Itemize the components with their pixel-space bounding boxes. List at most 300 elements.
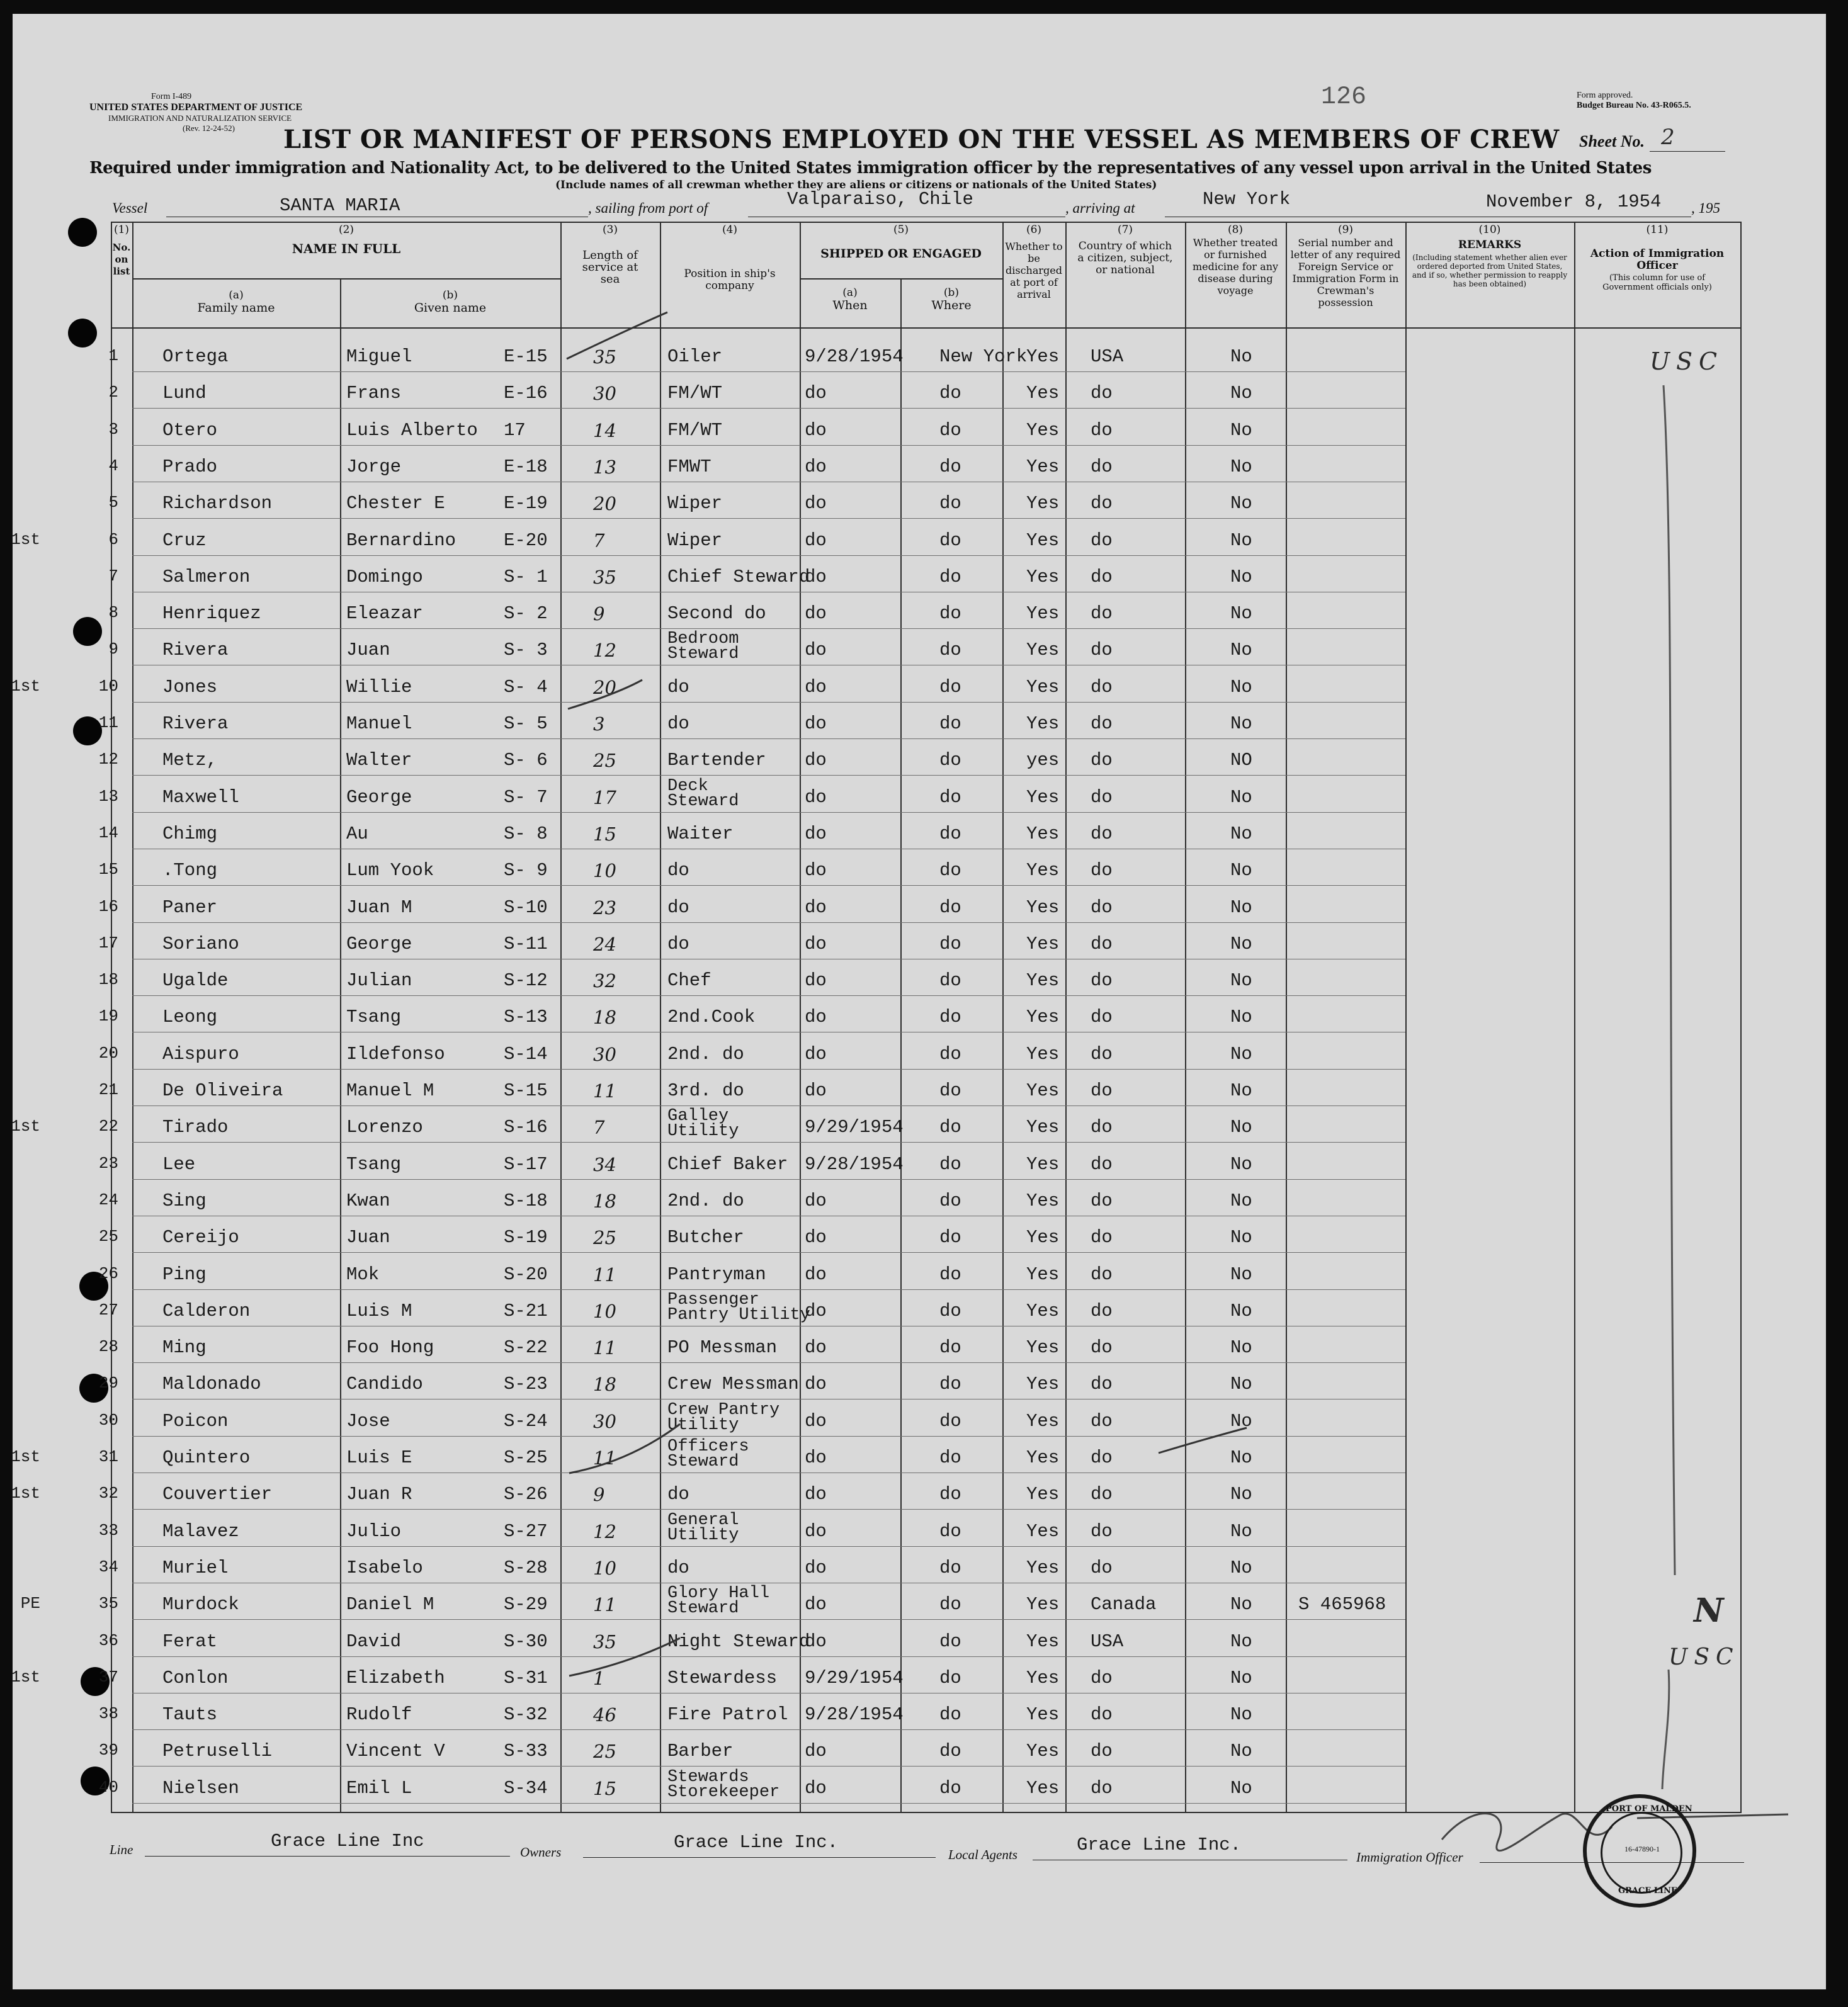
length-of-service: 10 [593, 1558, 616, 1579]
shipped-where: do [939, 1411, 961, 1432]
row-number: 18 [98, 970, 118, 989]
position: 2nd.Cook [667, 1007, 756, 1027]
country: do [1091, 1521, 1113, 1542]
shipped-when: do [805, 456, 827, 477]
family-name: Ugalde [162, 970, 229, 991]
shipped-when: do [805, 713, 827, 734]
length-of-service: 30 [593, 383, 616, 404]
crew-code: S-12 [504, 970, 548, 991]
service-name: IMMIGRATION AND NATURALIZATION SERVICE [108, 113, 292, 123]
length-of-service: 25 [593, 750, 616, 771]
shipped-when: do [805, 1337, 827, 1358]
length-of-service: 11 [593, 1080, 616, 1102]
family-name: Paner [162, 897, 218, 918]
shipped-when: do [805, 1411, 827, 1432]
medicine-during-voyage: No [1230, 1007, 1252, 1027]
length-of-service: 30 [593, 1044, 616, 1065]
length-of-service: 11 [593, 1447, 616, 1469]
discharged-at-arrival: Yes [1026, 420, 1060, 441]
col-divider [132, 222, 133, 1812]
row-divider [132, 1179, 1405, 1180]
given-name: Mok [346, 1264, 380, 1285]
discharged-at-arrival: Yes [1026, 1484, 1060, 1505]
form-title: LIST OR MANIFEST OF PERSONS EMPLOYED ON THE VESSEL AS MEMBERS OF CREW [283, 125, 1560, 154]
given-name: Juan [346, 1227, 390, 1248]
row-divider [132, 775, 1405, 776]
family-name: .Tong [162, 860, 218, 881]
given-name: David [346, 1631, 402, 1652]
discharged-at-arrival: Yes [1026, 787, 1060, 808]
position: Glory Hall [667, 1584, 770, 1603]
shipped-where: do [939, 567, 961, 587]
given-name: Luis Alberto [346, 420, 478, 441]
discharged-at-arrival: yes [1026, 750, 1060, 771]
discharged-at-arrival: Yes [1026, 1668, 1060, 1688]
shipped-where: do [939, 1668, 961, 1688]
shipped-where: do [939, 456, 961, 477]
family-name: Leong [162, 1007, 218, 1027]
crew-code: S- 8 [504, 823, 548, 844]
row-number: 37 [98, 1668, 118, 1687]
family-name: Quintero [162, 1447, 251, 1468]
country: do [1091, 383, 1113, 404]
medicine-during-voyage: No [1230, 640, 1252, 660]
row-number: 28 [98, 1337, 118, 1356]
shipped-where: do [939, 787, 961, 808]
shipped-where: do [939, 530, 961, 551]
given-name: George [346, 787, 412, 808]
manifest-sheet [13, 14, 1826, 1989]
crew-code: E-15 [504, 346, 548, 367]
length-of-service: 11 [593, 1264, 616, 1286]
position-line2: Steward [667, 1599, 739, 1618]
position: Passenger [667, 1291, 759, 1309]
family-name: Nielsen [162, 1778, 239, 1799]
row-divider [132, 1105, 1405, 1106]
country: do [1091, 1227, 1113, 1248]
crew-code: S-18 [504, 1190, 548, 1211]
row-number: 17 [98, 934, 118, 953]
discharged-at-arrival: Yes [1026, 383, 1060, 404]
crew-code: S-13 [504, 1007, 548, 1027]
discharged-at-arrival: Yes [1026, 1044, 1060, 1065]
country: do [1091, 970, 1113, 991]
row-margin-note: 1st [11, 1484, 40, 1503]
position: do [667, 897, 689, 918]
length-of-service: 3 [593, 713, 605, 735]
discharged-at-arrival: Yes [1026, 713, 1060, 734]
owners-label: Owners [520, 1845, 562, 1860]
family-name: Richardson [162, 493, 273, 514]
medicine-during-voyage: No [1230, 1558, 1252, 1578]
position-line2: Steward [667, 792, 739, 811]
given-name: Emil L [346, 1778, 412, 1799]
length-of-service: 17 [593, 787, 616, 808]
given-name: Bernardino [346, 530, 456, 551]
sheet-no-value: 2 [1661, 125, 1675, 150]
owners-underline [583, 1857, 936, 1858]
col2-number: (2) [338, 223, 354, 236]
family-name: Lund [162, 383, 207, 404]
medicine-during-voyage: No [1230, 1337, 1252, 1358]
family-name: Cruz [162, 530, 207, 551]
row-divider [132, 1069, 1405, 1070]
shipped-where: do [939, 970, 961, 991]
length-of-service: 11 [593, 1337, 616, 1359]
family-name: Jones [162, 677, 218, 698]
col7-header: Country of which a citizen, subject, or national [1077, 240, 1173, 276]
position: 2nd. do [667, 1044, 744, 1065]
position: do [667, 677, 689, 698]
row-number: 3 [108, 420, 118, 439]
row-number: 11 [98, 713, 118, 732]
discharged-at-arrival: Yes [1026, 1741, 1060, 1761]
position: Fire Patrol [667, 1704, 788, 1725]
punch-hole [68, 218, 97, 247]
medicine-during-voyage: No [1230, 1631, 1252, 1652]
row-number: 22 [98, 1117, 118, 1136]
country: do [1091, 1190, 1113, 1211]
family-name: Maldonado [162, 1374, 261, 1394]
line-underline [145, 1856, 510, 1857]
medicine-during-voyage: No [1230, 1411, 1252, 1432]
length-of-service: 34 [593, 1154, 616, 1175]
position-line2: Storekeeper [667, 1783, 780, 1802]
shipped-where: do [939, 1337, 961, 1358]
given-name: Luis M [346, 1301, 412, 1321]
port-stamp [1583, 1794, 1696, 1908]
medicine-during-voyage: No [1230, 1668, 1252, 1688]
length-of-service: 35 [593, 1631, 616, 1653]
length-of-service: 15 [593, 1778, 616, 1799]
crew-code: S-26 [504, 1484, 548, 1505]
position: Chief Baker [667, 1154, 788, 1175]
shipped-where: do [939, 1558, 961, 1578]
crew-code: S- 9 [504, 860, 548, 881]
family-name: Salmeron [162, 567, 251, 587]
medicine-during-voyage: No [1230, 493, 1252, 514]
given-name: Julio [346, 1521, 402, 1542]
position: Pantryman [667, 1264, 766, 1285]
medicine-during-voyage: No [1230, 1227, 1252, 1248]
header-bottom-border [111, 327, 1742, 329]
medicine-during-voyage: No [1230, 1264, 1252, 1285]
family-name: Ping [162, 1264, 207, 1285]
crew-code: S-30 [504, 1631, 548, 1652]
discharged-at-arrival: Yes [1026, 567, 1060, 587]
shipped-when: do [805, 1044, 827, 1065]
stamp-bottom-text: GRACE LINE [1618, 1886, 1677, 1896]
col10-note: (Including statement whether alien ever ordered deported from United States, and if so, whether permission to reapply has been obtained) [1412, 253, 1568, 288]
country: do [1091, 456, 1113, 477]
given-name: Manuel M [346, 1080, 434, 1101]
family-name: Murdock [162, 1594, 239, 1615]
shipped-where: do [939, 1374, 961, 1394]
discharged-at-arrival: Yes [1026, 1080, 1060, 1101]
crew-code: S-34 [504, 1778, 548, 1799]
position-line2: Steward [667, 645, 739, 664]
country: do [1091, 1447, 1113, 1468]
crew-code: S-11 [504, 934, 548, 954]
col8-number: (8) [1227, 223, 1244, 236]
shipped-when: do [805, 1594, 827, 1615]
discharged-at-arrival: Yes [1026, 1594, 1060, 1615]
family-name: Cereijo [162, 1227, 239, 1248]
shipped-where: do [939, 1741, 961, 1761]
crew-code: S-33 [504, 1741, 548, 1761]
col4-number: (4) [722, 223, 738, 236]
medicine-during-voyage: No [1230, 1741, 1252, 1761]
col-divider [1405, 222, 1407, 1812]
country: do [1091, 750, 1113, 771]
medicine-during-voyage: No [1230, 1484, 1252, 1505]
medicine-during-voyage: No [1230, 1044, 1252, 1065]
shipped-when: do [805, 970, 827, 991]
col11-note: (This column for use of Government officials only) [1602, 273, 1712, 292]
country: do [1091, 1778, 1113, 1799]
country: do [1091, 603, 1113, 624]
serial-number: S 465968 [1298, 1594, 1386, 1615]
family-name: Ortega [162, 346, 229, 367]
discharged-at-arrival: Yes [1026, 456, 1060, 477]
row-number: 36 [98, 1631, 118, 1650]
col10-number: (10) [1478, 223, 1501, 236]
shipped-where: do [939, 1190, 961, 1211]
position: do [667, 1484, 689, 1505]
shipped-when: do [805, 934, 827, 954]
col10-header: REMARKS [1458, 239, 1522, 251]
discharged-at-arrival: Yes [1026, 1521, 1060, 1542]
shipped-when: 9/29/1954 [805, 1117, 904, 1138]
position: Chef [667, 970, 711, 991]
country: do [1091, 787, 1113, 808]
shipped-when: do [805, 1227, 827, 1248]
shipped-where: do [939, 1301, 961, 1321]
country: do [1091, 493, 1113, 514]
row-number: 4 [108, 456, 118, 475]
discharged-at-arrival: Yes [1026, 493, 1060, 514]
col-divider [1286, 222, 1287, 1812]
col11-number: (11) [1646, 223, 1669, 236]
position: FM/WT [667, 383, 723, 404]
usc-initials: USC [1650, 348, 1724, 375]
service-tick-mark [569, 1424, 680, 1473]
row-number: 32 [98, 1484, 118, 1503]
shipped-where: New York [939, 346, 1028, 367]
row-number: 25 [98, 1227, 118, 1246]
position-line2: Utility [667, 1416, 739, 1435]
medicine-during-voyage: No [1230, 934, 1252, 954]
family-name: Aispuro [162, 1044, 239, 1065]
col5a-number: (a) [842, 286, 858, 299]
position: Butcher [667, 1227, 744, 1248]
given-name: Isabelo [346, 1558, 423, 1578]
shipped-where: do [939, 823, 961, 844]
discharged-at-arrival: Yes [1026, 603, 1060, 624]
row-divider [132, 628, 1405, 629]
row-number: 10 [98, 677, 118, 696]
shipped-when: do [805, 1447, 827, 1468]
col5b-number: (b) [943, 286, 960, 299]
agents-label: Local Agents [948, 1847, 1018, 1862]
medicine-during-voyage: No [1230, 1154, 1252, 1175]
family-name: Conlon [162, 1668, 229, 1688]
shipped-where: do [939, 420, 961, 441]
row-number: 35 [98, 1594, 118, 1613]
country: do [1091, 1007, 1113, 1027]
given-name: Au [346, 823, 368, 844]
shipped-when: do [805, 1484, 827, 1505]
stamp-top-text: PORT OF MALDEN [1606, 1804, 1692, 1814]
length-of-service: 20 [593, 493, 616, 514]
col-divider [560, 222, 562, 1812]
position-line2: Steward [667, 1452, 739, 1471]
discharged-at-arrival: Yes [1026, 1337, 1060, 1358]
position: do [667, 713, 689, 734]
medicine-during-voyage: No [1230, 346, 1252, 367]
family-name: Otero [162, 420, 218, 441]
row-divider [132, 1509, 1405, 1510]
shipped-where: do [939, 1484, 961, 1505]
vessel-label: Vessel [112, 200, 148, 216]
row-margin-note: 1st [11, 530, 40, 549]
discharged-at-arrival: Yes [1026, 1411, 1060, 1432]
family-name: Tauts [162, 1704, 218, 1725]
shipped-when: 9/28/1954 [805, 346, 904, 367]
col2b-header: Given name [414, 301, 487, 315]
given-name: Foo Hong [346, 1337, 434, 1358]
discharged-at-arrival: Yes [1026, 1117, 1060, 1138]
sailing-label: , sailing from port of [588, 200, 708, 216]
crew-code: S-23 [504, 1374, 548, 1394]
row-divider [132, 1803, 1405, 1804]
medicine-during-voyage: No [1230, 420, 1252, 441]
shipped-where: do [939, 1521, 961, 1542]
length-of-service: 11 [593, 1594, 616, 1615]
shipped-where: do [939, 640, 961, 660]
row-number: 21 [98, 1080, 118, 1099]
port-of-sailing: Valparaiso, Chile [787, 189, 973, 210]
shipped-where: do [939, 1447, 961, 1468]
row-divider [132, 371, 1405, 372]
position: Chief Steward [667, 567, 810, 587]
shipped-where: do [939, 1154, 961, 1175]
crew-code: S- 3 [504, 640, 548, 660]
col-divider [660, 222, 661, 1812]
row-margin-note: 1st [11, 1117, 40, 1136]
crew-code: S-17 [504, 1154, 548, 1175]
given-name: Manuel [346, 713, 412, 734]
shipped-when: do [805, 420, 827, 441]
row-margin-note: 1st [11, 677, 40, 696]
vessel-name: SANTA MARIA [280, 195, 400, 216]
medicine-during-voyage: No [1230, 1447, 1252, 1468]
row-number: 7 [108, 567, 118, 585]
row-margin-note: 1st [11, 1668, 40, 1687]
crew-code: S- 5 [504, 713, 548, 734]
family-name: Poicon [162, 1411, 229, 1432]
form-number: Form I-489 [151, 92, 192, 101]
shipped-when: do [805, 1080, 827, 1101]
shipped-where: do [939, 860, 961, 881]
family-name: Metz, [162, 750, 218, 771]
crew-code: S- 1 [504, 567, 548, 587]
row-margin-note: PE [20, 1594, 40, 1613]
arrival-date: November 8, 1954 [1486, 191, 1662, 212]
crew-code: S-28 [504, 1558, 548, 1578]
col11-header: Action of Immigration Officer [1590, 247, 1725, 272]
shipped-when: do [805, 787, 827, 808]
shipped-when: do [805, 1374, 827, 1394]
family-name: Chimg [162, 823, 218, 844]
medicine-during-voyage: No [1230, 530, 1252, 551]
row-number: 9 [108, 640, 118, 659]
discharged-at-arrival: Yes [1026, 1374, 1060, 1394]
shipped-when: do [805, 530, 827, 551]
given-name: Tsang [346, 1007, 402, 1027]
discharged-at-arrival: Yes [1026, 1154, 1060, 1175]
stamp-inner-ring [1601, 1812, 1682, 1894]
position: 3rd. do [667, 1080, 744, 1101]
country: do [1091, 1558, 1113, 1578]
budget-bureau: Budget Bureau No. 43-R065.5. [1577, 101, 1691, 110]
length-of-service: 1 [593, 1668, 605, 1689]
col9-header: Serial number and letter of any required Foreign Service or Immigration Form in Crewman's possession [1290, 237, 1401, 308]
medicine-during-voyage: No [1230, 567, 1252, 587]
row-divider [132, 555, 1405, 556]
row-number: 14 [98, 823, 118, 842]
given-name: Miguel [346, 346, 412, 367]
given-name: Domingo [346, 567, 423, 587]
country: do [1091, 677, 1113, 698]
given-name: Juan R [346, 1484, 412, 1505]
given-name: Lorenzo [346, 1117, 423, 1138]
col1-number: (1) [113, 223, 130, 236]
crew-code: S- 6 [504, 750, 548, 771]
row-divider [132, 1656, 1405, 1657]
length-of-service: 12 [593, 1521, 616, 1542]
position: Galley [667, 1107, 729, 1126]
row-number: 39 [98, 1741, 118, 1760]
year-suffix: , 195 [1691, 200, 1720, 216]
row-divider [132, 812, 1405, 813]
medicine-during-voyage: No [1230, 383, 1252, 404]
country: do [1091, 1154, 1113, 1175]
crew-code: S- 4 [504, 677, 548, 698]
shipped-where: do [939, 897, 961, 918]
given-name: Jorge [346, 456, 402, 477]
col8-header: Whether treated or furnished medicine for any disease during voyage [1192, 237, 1279, 297]
family-name: Petruselli [162, 1741, 273, 1761]
col7-number: (7) [1117, 223, 1133, 236]
crew-code: S-16 [504, 1117, 548, 1138]
row-divider [132, 995, 1405, 996]
action-line [1664, 385, 1675, 1575]
table-bottom-border [111, 1812, 1742, 1813]
family-name: Ferat [162, 1631, 218, 1652]
discharged-at-arrival: Yes [1026, 1558, 1060, 1578]
line-value: Grace Line Inc [271, 1831, 424, 1852]
col2a-header: Family name [197, 301, 275, 315]
country: do [1091, 1374, 1113, 1394]
position: Stewardess [667, 1668, 778, 1688]
table-top-border [111, 222, 1742, 223]
crew-code: S-21 [504, 1301, 548, 1321]
medicine-during-voyage: No [1230, 860, 1252, 881]
arriving-label: , arriving at [1065, 200, 1135, 216]
position: Bartender [667, 750, 766, 771]
row-divider [132, 738, 1405, 739]
